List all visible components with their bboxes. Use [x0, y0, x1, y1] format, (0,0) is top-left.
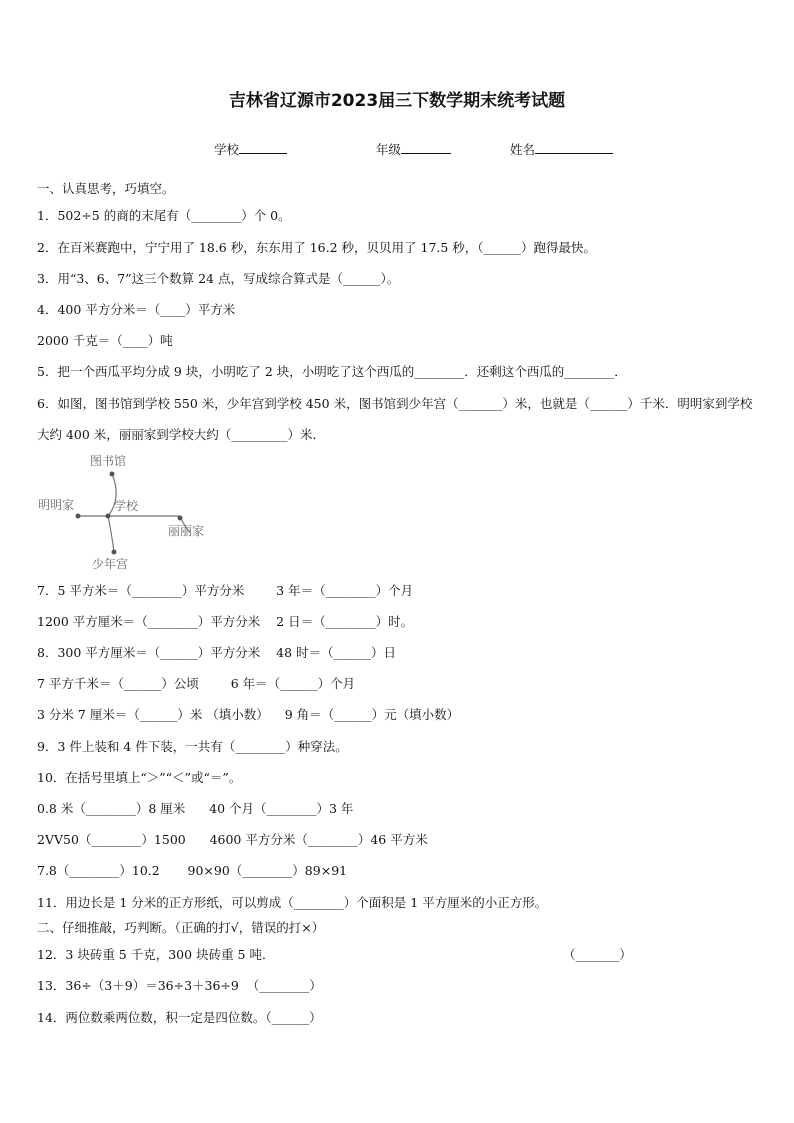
lili-label: 丽丽家: [168, 524, 205, 538]
grade-field: 年级: [376, 140, 451, 158]
question-13: 13．36÷（3＋9）＝36÷3＋36÷9 （________）: [37, 978, 322, 993]
grade-blank[interactable]: [401, 140, 451, 154]
location-map: [30, 448, 230, 573]
question-5: 5．把一个西瓜平均分成 9 块，小明吃了 2 块，小明吃了这个西瓜的________．还剩这个西瓜的________．: [37, 364, 627, 379]
question-3: 3．用“3、6、7”这三个数算 24 点，写成综合算式是（______）。: [37, 271, 400, 286]
question-10b: 2VV50（________）1500 4600 平方分米（________）46 平方米: [37, 832, 428, 847]
school-label: 学校: [114, 499, 139, 513]
school-blank[interactable]: [239, 140, 287, 154]
question-9: 9．3 件上装和 4 件下装，一共有（________）种穿法。: [37, 739, 348, 754]
question-8b: 7 平方千米＝（______）公顷 6 年＝（______）个月: [37, 676, 356, 691]
mingming-label: 明明家: [38, 498, 75, 512]
question-12-answer: （_______）: [563, 947, 632, 962]
question-8a: 8．300 平方厘米＝（______）平方分米 48 时＝（______）日: [37, 645, 397, 660]
map-road-vertical: [108, 474, 116, 552]
question-1: 1．502÷5 的商的末尾有（________）个 0。: [37, 208, 291, 223]
question-14: 14．两位数乘两位数，积一定是四位数。（______）: [37, 1010, 322, 1025]
question-8c: 3 分米 7 厘米＝（______）米 （填小数） 9 角＝（______）元（填小数）: [37, 707, 460, 722]
library-label: 图书馆: [90, 454, 127, 468]
question-6: 6．如图，图书馆到学校 550 米，少年宫到学校 450 米，图书馆到少年宫（_______）米，也就是（______）千米．明明家到学校大约 400 米，丽丽家到学校大约（_________）米．: [37, 396, 753, 442]
section-1-heading: 一、认真思考，巧填空。: [37, 181, 175, 196]
question-10c: 7.8（________）10.2 90×90（________）89×91: [37, 863, 348, 878]
mingming-dot: [76, 514, 81, 519]
question-7a: 7．5 平方米＝（________）平方分米 3 年＝（________）个月: [37, 583, 414, 598]
question-4b: 2000 千克＝（____）吨: [37, 333, 173, 348]
question-10a: 0.8 米（________）8 厘米 40 个月（________）3 年: [37, 801, 354, 816]
youth-dot: [112, 550, 117, 555]
page-title: 吉林省辽源市2023届三下数学期末统考试题: [228, 91, 566, 111]
school-field: 学校: [214, 140, 287, 158]
lili-dot: [178, 516, 183, 521]
question-11: 11．用边长是 1 分米的正方形纸，可以剪成（________）个面积是 1 平方厘米的小正方形。: [37, 895, 548, 910]
question-4a: 4．400 平方分米＝（____）平方米: [37, 302, 236, 317]
question-7b: 1200 平方厘米＝（________）平方分米 2 日＝（________）时。: [37, 614, 414, 629]
library-dot: [110, 472, 115, 477]
youth-label: 少年宫: [92, 557, 129, 571]
section-2-heading: 二、仔细推敲，巧判断。（正确的打√，错误的打×）: [37, 920, 325, 935]
question-2: 2．在百米赛跑中，宁宁用了 18.6 秒，东东用了 16.2 秒，贝贝用了 17.5 秒，（______）跑得最快。: [37, 240, 597, 255]
name-field: 姓名: [510, 140, 613, 158]
question-10: 10．在括号里填上“＞”“＜”或“＝”。: [37, 770, 242, 785]
school-dot: [106, 514, 111, 519]
name-blank[interactable]: [535, 140, 613, 154]
question-12: 12．3 块砖重 5 千克，300 块砖重 5 吨．: [37, 947, 275, 962]
